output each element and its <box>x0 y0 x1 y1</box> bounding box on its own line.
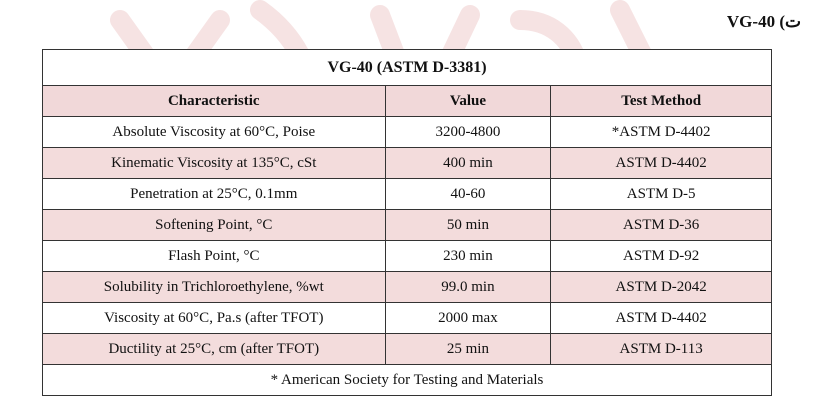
column-header-characteristic: Characteristic <box>43 86 386 117</box>
cell-test-method: *ASTM D-4402 <box>551 117 772 148</box>
cell-value: 2000 max <box>385 303 551 334</box>
table-row <box>43 117 772 148</box>
section-heading: ت) VG-40 <box>726 12 801 31</box>
cell-value: 99.0 min <box>385 272 551 303</box>
cell-characteristic: Viscosity at 60°C, Pa.s (after TFOT) <box>43 303 386 334</box>
cell-value: 50 min <box>385 210 551 241</box>
cell-characteristic: Ductility at 25°C, cm (after TFOT) <box>43 334 386 365</box>
cell-characteristic: Penetration at 25°C, 0.1mm <box>43 179 386 210</box>
table-row <box>43 334 772 365</box>
cell-test-method: ASTM D-113 <box>551 334 772 365</box>
column-header-test-method: Test Method <box>551 86 772 117</box>
cell-test-method: ASTM D-36 <box>551 210 772 241</box>
table-row <box>43 272 772 303</box>
table-row <box>43 303 772 334</box>
table-row <box>43 179 772 210</box>
cell-characteristic: Solubility in Trichloroethylene, %wt <box>43 272 386 303</box>
table-row <box>43 148 772 179</box>
table-header-row <box>43 86 772 117</box>
table-title-row <box>43 50 772 86</box>
cell-test-method: ASTM D-92 <box>551 241 772 272</box>
cell-test-method: ASTM D-5 <box>551 179 772 210</box>
cell-characteristic: Flash Point, °C <box>43 241 386 272</box>
cell-test-method: ASTM D-4402 <box>551 303 772 334</box>
cell-characteristic: Kinematic Viscosity at 135°C, cSt <box>43 148 386 179</box>
cell-value: 230 min <box>385 241 551 272</box>
cell-value: 400 min <box>385 148 551 179</box>
cell-characteristic: Absolute Viscosity at 60°C, Poise <box>43 117 386 148</box>
table-title: VG-40 (ASTM D-3381) <box>43 50 772 86</box>
cell-test-method: ASTM D-2042 <box>551 272 772 303</box>
cell-value: 3200-4800 <box>385 117 551 148</box>
table-row <box>43 210 772 241</box>
specification-table <box>42 49 772 396</box>
table-footnote: * American Society for Testing and Materials <box>43 365 772 396</box>
cell-value: 25 min <box>385 334 551 365</box>
cell-characteristic: Softening Point, °C <box>43 210 386 241</box>
column-header-value: Value <box>385 86 551 117</box>
cell-test-method: ASTM D-4402 <box>551 148 772 179</box>
cell-value: 40-60 <box>385 179 551 210</box>
table-row <box>43 241 772 272</box>
table-footnote-row <box>43 365 772 396</box>
